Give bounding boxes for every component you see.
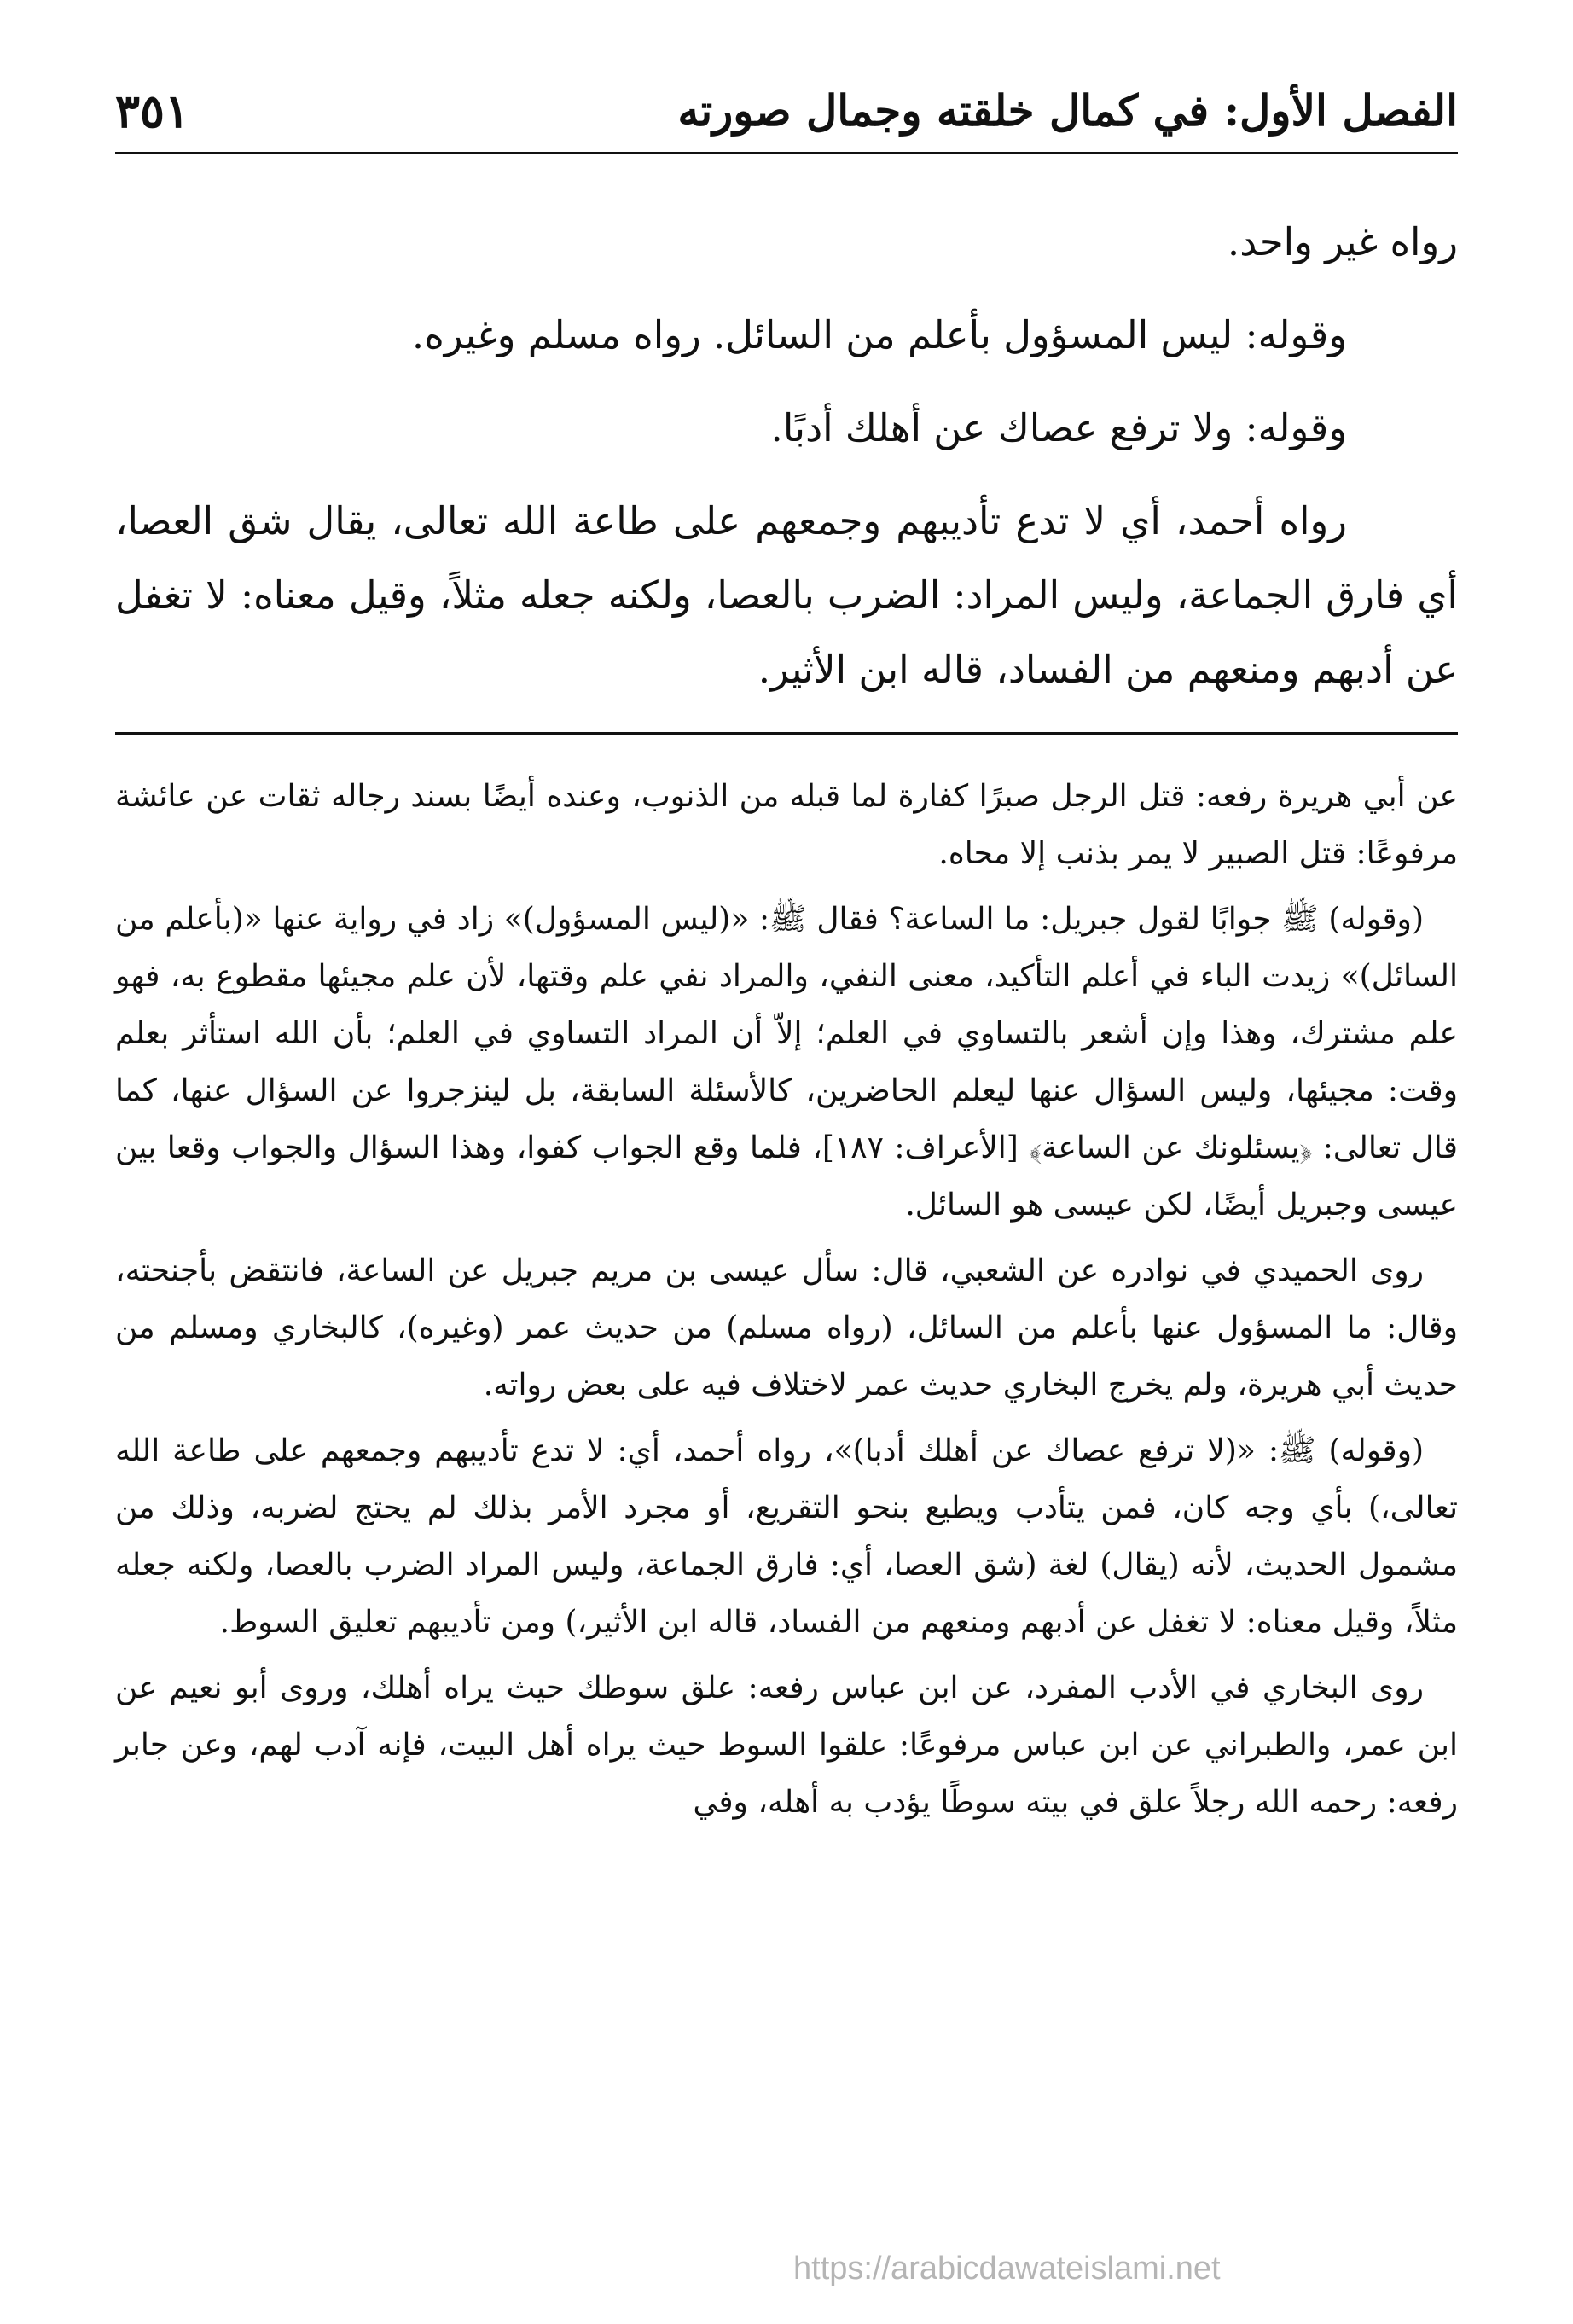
commentary-paragraph: (وقوله) ﷺ جوابًا لقول جبريل: ما الساعة؟ فقال ﷺ: «(ليس المسؤول)» زاد في رواية عنها «(بأعلم من السائل)» زيدت الباء في أعلم التأكيد، معنى النفي، والمراد نفي علم وقتها، لأن علم مجيئها مقطوع به، فهو علم مشترك، وهذا وإن أشعر بالتساوي في العلم؛ إلاّ أن المراد التساوي في العلم؛ بأن الله استأثر بعلم وقت: مجيئها، وليس السؤال عنها ليعلم الحاضرين، كالأسئلة السابقة، بل لينزجروا عن السؤال عنها، كما قال تعالى: ﴿يسئلونك عن الساعة﴾ [الأعراف: ١٨٧]، فلما وقع الجواب كفوا، وهذا السؤال والجواب وقعا بين عيسى وجبريل أيضًا، لكن عيسى هو السائل. <box>115 902 1458 1223</box>
main-paragraph: رواه أحمد، أي لا تدع تأديبهم وجمعهم على طاعة الله تعالى، يقال شق العصا، أي فارق الجماعة، وليس المراد: الضرب بالعصا، ولكنه جعله مثلاً، وقيل معناه: لا تغفل عن أدبهم ومنعهم من الفساد، قاله ابن الأثير. <box>115 498 1458 692</box>
commentary-paragraph: (وقوله) ﷺ: «(لا ترفع عصاك عن أهلك أدبا)»، رواه أحمد، أي: لا تدع تأديبهم وجمعهم على طاعة الله تعالى،) بأي وجه كان، فمن يتأدب ويطيع بنحو التقريع، أو مجرد الأمر بذلك لم يحتج لضربه، وذلك من مشمول الحديث، لأنه (يقال) لغة (شق العصا، أي: فارق الجماعة، وليس المراد الضرب بالعصا، ولكنه جعله مثلاً، وقيل معناه: لا تغفل عن أدبهم ومنعهم من الفساد، قاله ابن الأثير،) ومن تأديبهم تعليق السوط. <box>115 1433 1458 1640</box>
commentary-paragraph: روى البخاري في الأدب المفرد، عن ابن عباس رفعه: علق سوطك حيث يراه أهلك، وروى أبو نعيم عن ابن عمر، والطبراني عن ابن عباس مرفوعًا: علقوا السوط حيث يراه أهل البيت، فإنه آدب لهم، وعن جابر رفعه: رحمه الله رجلاً علق في بيته سوطًا يؤدب به أهله، وفي <box>115 1670 1458 1820</box>
commentary-paragraph: عن أبي هريرة رفعه: قتل الرجل صبرًا كفارة لما قبله من الذنوب، وعنده أيضًا بسند رجاله ثقات عن عائشة مرفوعًا: قتل الصبير لا يمر بذنب إلا محاه. <box>115 779 1458 871</box>
watermark-url: https://arabicdawateislami.net <box>793 2251 1221 2286</box>
main-paragraph: وقوله: ليس المسؤول بأعلم من السائل. رواه مسلم وغيره. <box>411 312 1347 357</box>
commentary-text <box>115 768 1458 1839</box>
chapter-title: الفصل الأول: في كمال خلقته وجمال صورته <box>677 85 1458 136</box>
main-paragraph: وقوله: ولا ترفع عصاك عن أهلك أدبًا. <box>770 405 1347 450</box>
main-text <box>115 205 1458 725</box>
commentary-paragraph: روى الحميدي في نوادره عن الشعبي، قال: سأل عيسى بن مريم جبريل عن الساعة، فانتقض بأجنحته، وقال: ما المسؤول عنها بأعلم من السائل، (رواه مسلم) من حديث عمر (وغيره)، كالبخاري ومسلم من حديث أبي هريرة، ولم يخرج البخاري حديث عمر لاختلاف فيه على بعض رواته. <box>115 1253 1458 1403</box>
page-number: ٣٥١ <box>115 84 190 138</box>
footnote-separator <box>115 732 1458 735</box>
page-header <box>115 75 1458 154</box>
main-paragraph: رواه غير واحد. <box>1227 219 1458 264</box>
